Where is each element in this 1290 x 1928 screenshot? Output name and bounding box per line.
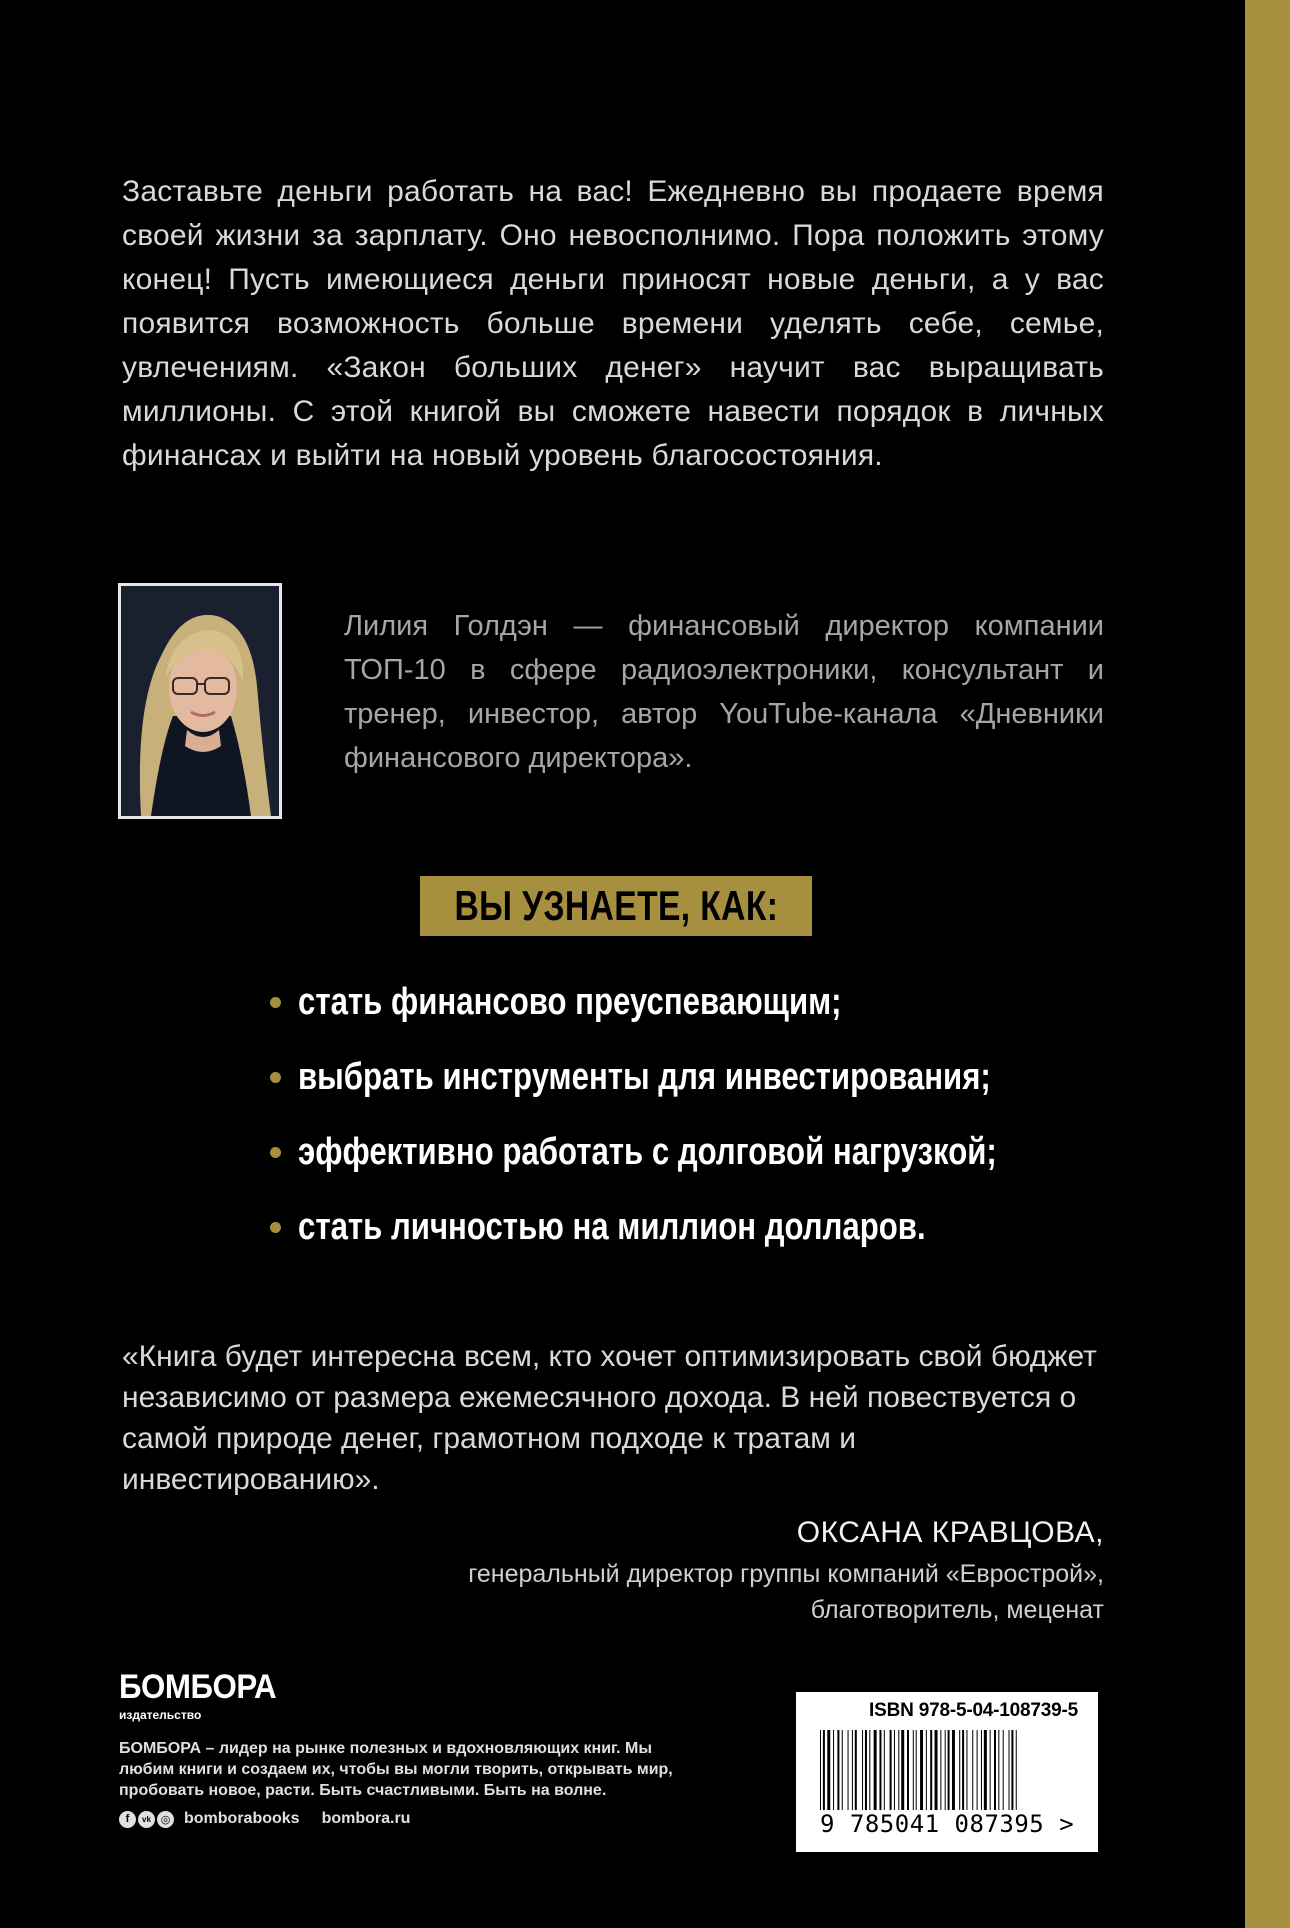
vk-icon[interactable]: vk: [138, 1811, 155, 1828]
isbn-barcode-box: [796, 1692, 1098, 1852]
learn-list-item: [270, 1127, 1150, 1177]
bullet-dot-icon: [270, 1072, 281, 1083]
isbn-number: ISBN 978-5-04-108739-5: [869, 1700, 1078, 1721]
bullet-dot-icon: [270, 997, 281, 1008]
learn-list-item: [270, 1202, 1063, 1252]
barcode-image: [820, 1730, 1074, 1812]
social-links: [119, 1809, 410, 1829]
publisher-description: БОМБОРА – лидер на рынке полезных и вдохновляющих книг. Мы любим книги и создаем их, чтобы вы могли творить, открывать мир, пробовать новое, расти. Быть счастливыми. Быть на волне.: [119, 1740, 673, 1799]
learn-heading: ВЫ УЗНАЕТЕ, КАК:: [454, 882, 778, 929]
publisher-website-link[interactable]: bombora.ru: [321, 1810, 411, 1827]
learn-item-text: эффективно работать с долговой нагрузкой;: [298, 1130, 997, 1173]
publisher-subtitle: издательство: [119, 1708, 202, 1722]
bullet-dot-icon: [270, 1222, 281, 1233]
learn-heading-box: [420, 876, 812, 936]
quote-role-line: благотворитель, меценат: [810, 1596, 1104, 1624]
learn-item-text: выбрать инструменты для инвестирования;: [298, 1055, 991, 1098]
quote-author-name: ОКСАНА КРАВЦОВА,: [796, 1516, 1104, 1549]
learn-list-item: [270, 977, 961, 1027]
learn-list-item: [270, 1052, 1143, 1102]
barcode-digits: 9 785041 087395 >: [820, 1810, 1075, 1838]
social-handle[interactable]: bomborabooks: [184, 1810, 300, 1827]
author-bio: Лилия Голдэн — финансовый директор компании ТОП-10 в сфере радиоэлектроники, консультант и тренер, инвестор, автор YouTube-канала «Дневники финансового директора».: [344, 610, 1104, 774]
author-portrait-image: [121, 586, 279, 816]
bullet-dot-icon: [270, 1147, 281, 1158]
book-blurb: Заставьте деньги работать на вас! Ежедневно вы продаете время своей жизни за зарплату. Оно невосполнимо. Пора положить этому конец! Пусть имеющиеся деньги приносят новые деньги, а у вас появится возможность больше времени уделять себе, семье, увлечениям. «Закон больших денег» научит вас выращивать миллионы. С этой книгой вы сможете навести порядок в личных финансах и выйти на новый уровень благосостояния.: [122, 175, 1104, 472]
author-photo: [118, 583, 282, 819]
instagram-icon[interactable]: ◎: [157, 1811, 174, 1828]
quote-role-line: генеральный директор группы компаний «Еврострой»,: [468, 1560, 1104, 1588]
gold-edge-strip: [1245, 0, 1290, 1928]
quote-author-role: [204, 1556, 1104, 1628]
facebook-icon[interactable]: f: [119, 1811, 136, 1828]
publisher-logo: БОМБОРА: [119, 1668, 277, 1706]
review-quote: «Книга будет интересна всем, кто хочет оптимизировать свой бюджет независимо от размера ежемесячного дохода. В ней повествуется о самой природе денег, грамотном подходе к тратам и инвестированию».: [122, 1340, 1097, 1496]
learn-item-text: стать финансово преуспевающим;: [298, 980, 842, 1023]
learn-item-text: стать личностью на миллион долларов.: [298, 1205, 926, 1248]
